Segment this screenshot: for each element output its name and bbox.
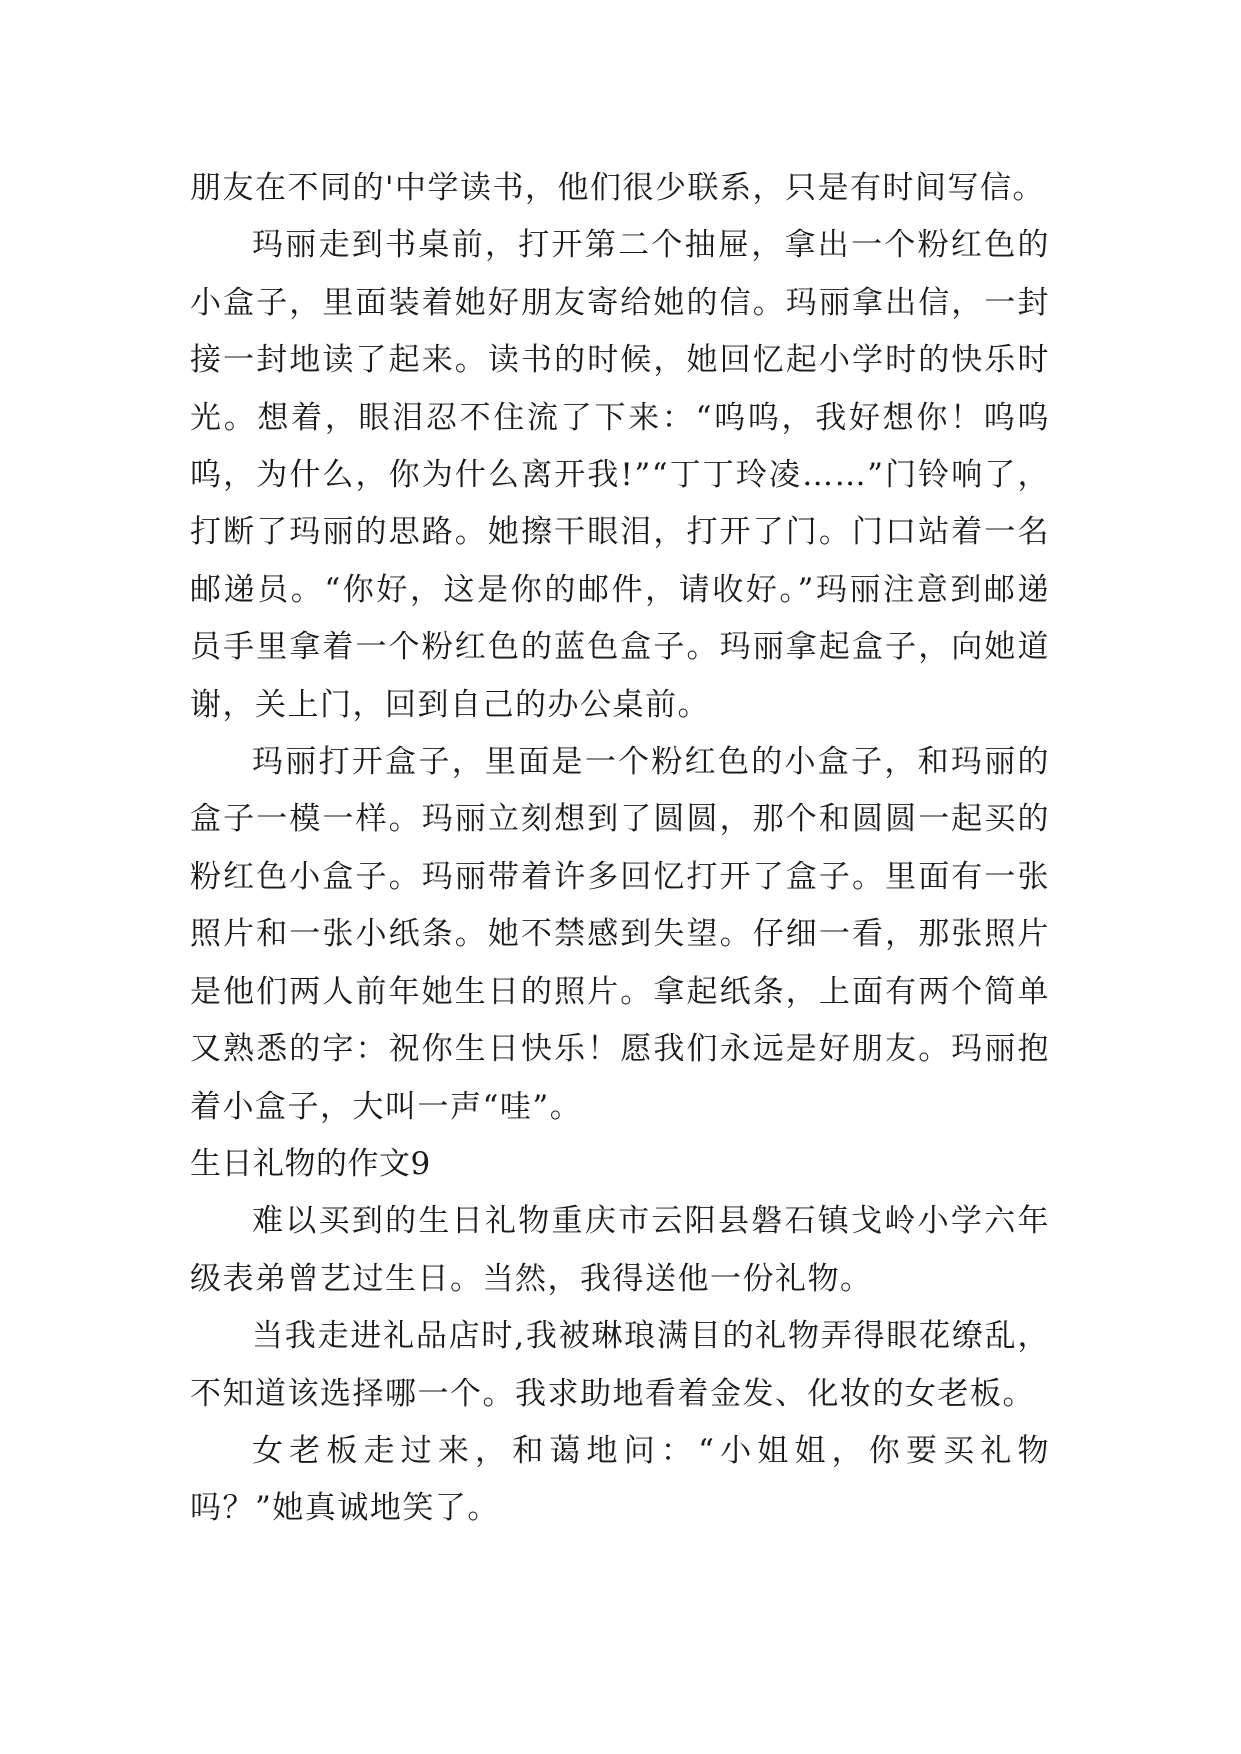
paragraph-6: 女老板走过来，和蔼地问：“小姐姐，你要买礼物吗？”她真诚地笑了。 — [190, 1432, 1050, 1527]
paragraph-3: 玛丽打开盒子，里面是一个粉红色的小盒子，和玛丽的盒子一模一样。玛丽立刻想到了圆圆，那个和圆圆一起买的粉红色小盒子。玛丽带着许多回忆打开了盒子。里面有一张照片和一张小纸条。她不禁感到失望。仔细一看，那张照片是他们两人前年她生日的照片。拿起纸条，上面有两个简单又熟悉的字：祝你生日快乐！愿我们永远是好朋友。玛丽抱着小盒子，大叫一声“哇”。 — [190, 744, 1050, 1125]
paragraph-2: 玛丽走到书桌前，打开第二个抽屉，拿出一个粉红色的小盒子，里面装着她好朋友寄给她的信。玛丽拿出信，一封接一封地读了起来。读书的时候，她回忆起小学时的快乐时光。想着，眼泪忍不住流了下来：“呜呜，我好想你！呜呜呜，为什么，你为什么离开我!”“丁丁玲凌……”门铃响了，打断了玛丽的思路。她擦干眼泪，打开了门。门口站着一名邮递员。“你好，这是你的邮件，请收好。”玛丽注意到邮递员手里拿着一个粉红色的蓝色盒子。玛丽拿起盒子，向她道谢，关上门，回到自己的办公桌前。 — [190, 227, 1050, 723]
document-body — [190, 160, 1050, 1538]
section-heading: 生日礼物的作文9 — [190, 1145, 431, 1182]
paragraph-1: 朋友在不同的'中学读书，他们很少联系，只是有时间写信。 — [190, 170, 1046, 206]
paragraph-5: 当我走进礼品店时,我被琳琅满目的礼物弄得眼花缭乱，不知道该选择哪一个。我求助地看着金发、化妆的女老板。 — [190, 1318, 1050, 1412]
paragraph-4: 难以买到的生日礼物重庆市云阳县磐石镇戈岭小学六年级表弟曾艺过生日。当然，我得送他一份礼物。 — [190, 1203, 1050, 1297]
